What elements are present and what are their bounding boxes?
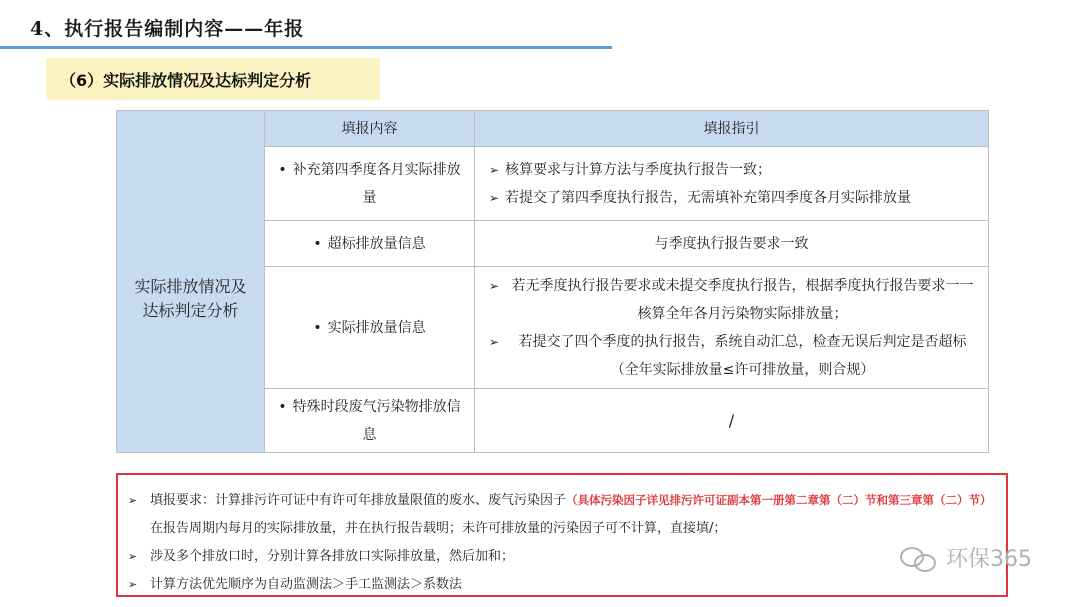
guide-text: 若提交了四个季度的执行报告，系统自动汇总，检查无误后判定是否超标（全年实际排放量≤许可排放量，则合规） xyxy=(518,333,967,378)
row-header-cell xyxy=(117,147,265,453)
arrow-icon: ➢ xyxy=(128,578,138,591)
content-text: 超标排放量信息 xyxy=(327,235,426,252)
content-text: 补充第四季度各月实际排放量 xyxy=(292,161,461,206)
guide-cell: 与季度执行报告要求一致 xyxy=(475,221,989,267)
requirement-line xyxy=(150,517,726,536)
title-divider xyxy=(0,46,612,49)
content-cell xyxy=(265,221,475,267)
requirement-text: 计算方法优先顺序为自动监测法＞手工监测法＞系数法 xyxy=(150,577,463,592)
watermark-text: 环保365 xyxy=(946,547,1032,572)
page-title: 4、执行报告编制内容——年报 xyxy=(30,18,305,40)
bullet-icon: • xyxy=(278,398,287,415)
requirement-text: 在报告周期内每月的实际排放量，并在执行报告载明；未许可排放量的污染因子可不计算，直接填/； xyxy=(150,521,727,536)
requirement-highlight: （具体污染因子详见排污许可证副本第一册第二章第（二）节和第三章第（二）节） xyxy=(566,493,992,507)
table-row xyxy=(117,147,989,221)
section-banner xyxy=(46,58,380,100)
content-text: 特殊时段废气污染物排放信息 xyxy=(292,398,461,443)
arrow-icon: ➢ xyxy=(488,334,500,349)
arrow-icon: ➢ xyxy=(488,278,500,293)
column-header-content: 填报内容 xyxy=(265,111,475,147)
row-header-cell-top xyxy=(117,111,265,147)
row-header-label: 实际排放情况及达标判定分析 xyxy=(134,277,247,321)
guide-text: 若无季度执行报告要求或未提交季度执行报告，根据季度执行报告要求一一核算全年各月污染物实际排放量； xyxy=(511,277,974,322)
guide-cell xyxy=(475,267,989,389)
guide-cell xyxy=(475,147,989,221)
arrow-icon: ➢ xyxy=(128,550,138,563)
arrow-icon: ➢ xyxy=(128,494,138,507)
guide-item xyxy=(483,184,980,212)
requirement-text: 填报要求：计算排污许可证中有许可年排放量限值的废水、废气污染因子 xyxy=(150,493,567,508)
bullet-icon: • xyxy=(313,235,322,252)
guide-text: 核算要求与计算方法与季度执行报告一致； xyxy=(505,161,771,178)
table-header-row xyxy=(117,111,989,147)
requirement-line xyxy=(128,489,992,508)
column-header-guide: 填报指引 xyxy=(475,111,989,147)
section-title: （6）实际排放情况及达标判定分析 xyxy=(60,71,312,90)
content-text: 实际排放量信息 xyxy=(327,319,426,336)
requirement-line xyxy=(128,545,514,564)
bullet-icon: • xyxy=(313,319,322,336)
wechat-icon xyxy=(900,545,940,571)
guide-cell: / xyxy=(475,389,989,453)
report-table xyxy=(116,110,989,453)
guide-text: 若提交了第四季度执行报告，无需填补充第四季度各月实际排放量 xyxy=(505,189,911,206)
arrow-icon: ➢ xyxy=(488,190,500,205)
content-cell xyxy=(265,389,475,453)
requirement-text: 涉及多个排放口时，分别计算各排放口实际排放量，然后加和； xyxy=(150,549,515,564)
guide-item xyxy=(483,156,980,184)
bullet-icon: • xyxy=(278,161,287,178)
content-cell xyxy=(265,267,475,389)
requirements-box xyxy=(116,473,1008,597)
guide-item xyxy=(483,328,980,384)
guide-item xyxy=(483,272,980,328)
arrow-icon: ➢ xyxy=(488,162,500,177)
watermark xyxy=(900,542,1032,573)
content-cell xyxy=(265,147,475,221)
requirement-line xyxy=(128,573,462,592)
